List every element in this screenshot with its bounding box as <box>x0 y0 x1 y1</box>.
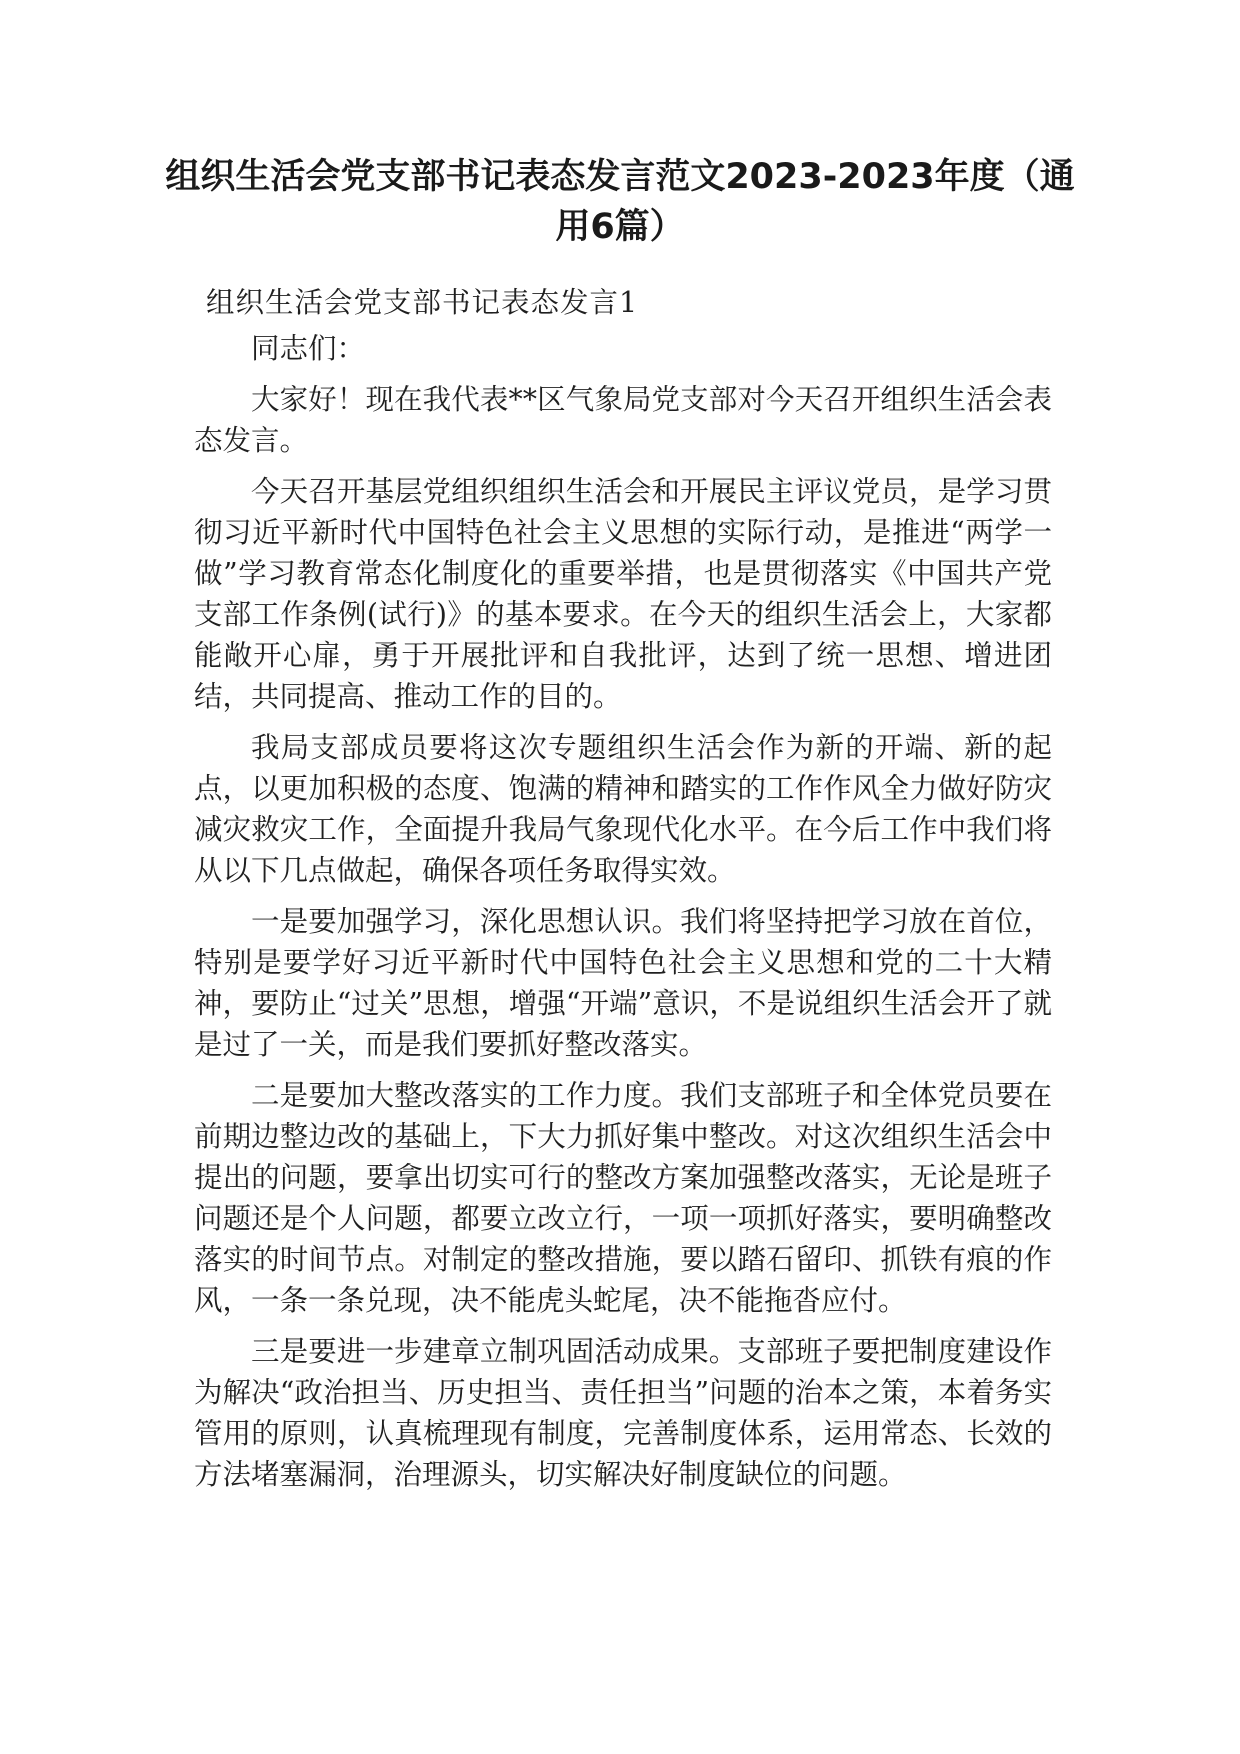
paragraph-commitment: 我局支部成员要将这次专题组织生活会作为新的开端、新的起点，以更加积极的态度、饱满的精神和踏实的工作作风全力做好防灾减灾救灾工作，全面提升我局气象现代化水平。在今后工作中我们将从以下几点做起，确保各项任务取得实效。 <box>194 731 1052 887</box>
document-body <box>194 282 1052 1505</box>
paragraph-point-three: 三是要进一步建章立制巩固活动成果。支部班子要把制度建设作为解决“政治担当、历史担当、责任担当”问题的治本之策，本着务实管用的原则，认真梳理现有制度，完善制度体系，运用常态、长效的方法堵塞漏洞，治理源头，切实解决好制度缺位的问题。 <box>194 1335 1052 1491</box>
paragraph-point-one: 一是要加强学习，深化思想认识。我们将坚持把学习放在首位，特别是要学好习近平新时代中国特色社会主义思想和党的二十大精神，要防止“过关”思想，增强“开端”意识，不是说组织生活会开了就是过了一关，而是我们要抓好整改落实。 <box>194 905 1052 1061</box>
section-heading: 组织生活会党支部书记表态发言1 <box>206 286 639 319</box>
salutation: 同志们： <box>251 332 366 365</box>
paragraph-significance: 今天召开基层党组织组织生活会和开展民主评议党员，是学习贯彻习近平新时代中国特色社会主义思想的实际行动，是推进“两学一做”学习教育常态化制度化的重要举措，也是贯彻落实《中国共产党支部工作条例(试行)》的基本要求。在今天的组织生活会上，大家都能敞开心扉，勇于开展批评和自我批评，达到了统一思想、增进团结，共同提高、推动工作的目的。 <box>194 475 1052 713</box>
paragraph-point-two: 二是要加大整改落实的工作力度。我们支部班子和全体党员要在前期边整边改的基础上，下大力抓好集中整改。对这次组织生活会中提出的问题，要拿出切实可行的整改方案加强整改落实，无论是班子问题还是个人问题，都要立改立行，一项一项抓好落实，要明确整改落实的时间节点。对制定的整改措施，要以踏石留印、抓铁有痕的作风，一条一条兑现，决不能虎头蛇尾，决不能拖沓应付。 <box>194 1079 1052 1317</box>
paragraph-greeting: 大家好！现在我代表**区气象局党支部对今天召开组织生活会表态发言。 <box>194 383 1052 457</box>
document-title: 组织生活会党支部书记表态发言范文2023-2023年度（通用6篇） <box>165 157 1075 247</box>
